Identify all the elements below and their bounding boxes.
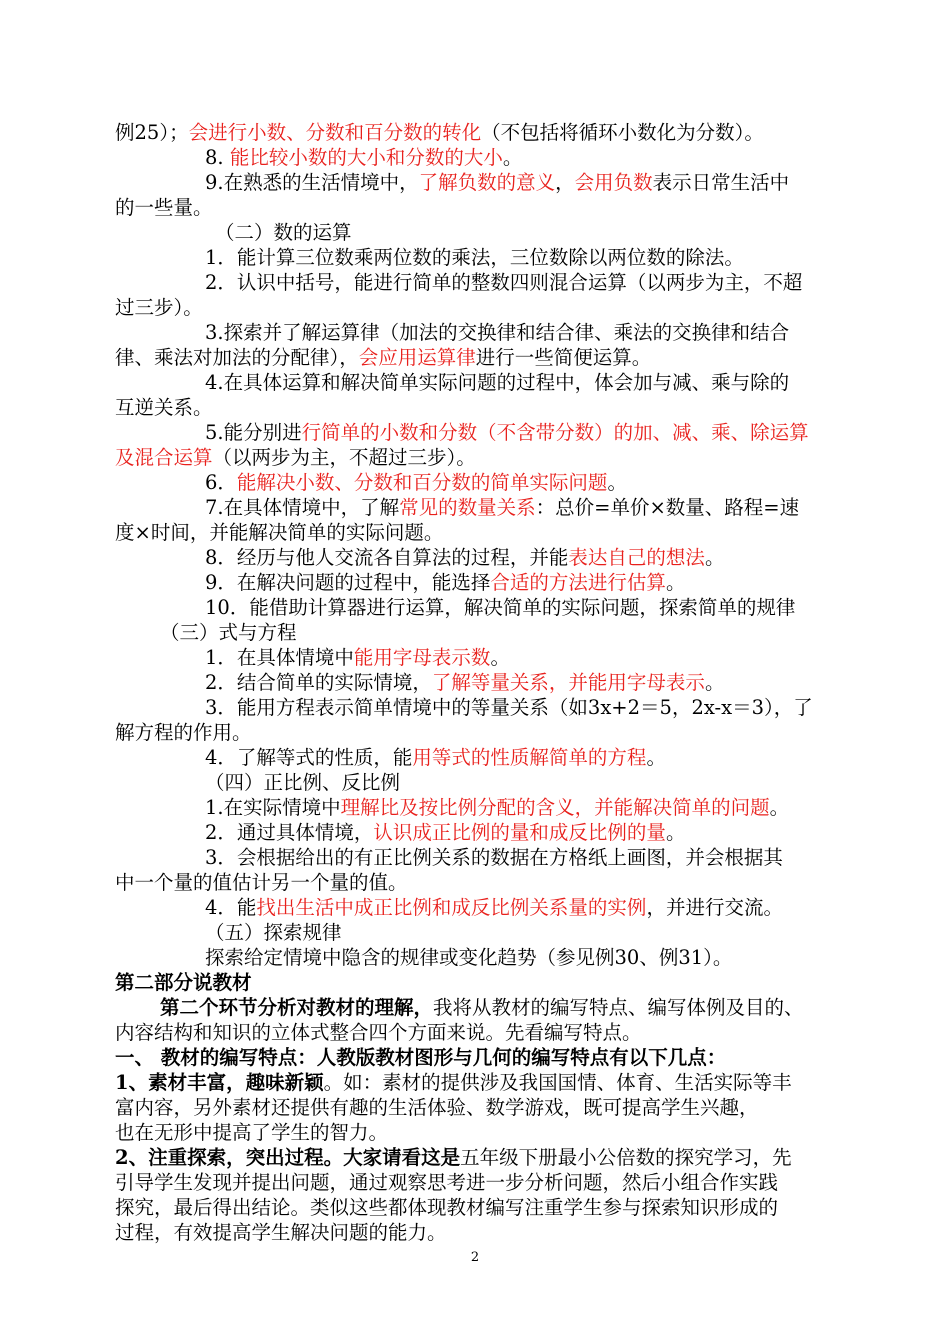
text-line [115, 870, 408, 895]
body-text: 律、乘法对加法的分配律）， [115, 346, 359, 369]
text-line [205, 170, 789, 195]
body-text: 1．能计算三位数乘两位数的乘法，三位数除以两位数的除法。 [205, 246, 744, 269]
text-line [115, 1195, 778, 1220]
text-line [115, 395, 213, 420]
text-line [205, 370, 789, 395]
body-text: 例25）； [115, 121, 189, 144]
body-text: 解方程的作用。 [115, 721, 252, 744]
text-line [115, 1020, 642, 1045]
body-text: （不包括将循环小数化为分数）。 [481, 121, 764, 144]
text-line [205, 820, 685, 845]
bold-text: 第二个环节分析对教材的理解， [160, 996, 434, 1019]
body-text: 内容结构和知识的立体式整合四个方面来说。先看编写特点。 [115, 1021, 642, 1044]
body-text: 度×时间，并能解决简单的实际问题。 [115, 521, 444, 544]
text-line [115, 195, 213, 220]
text-line [205, 745, 666, 770]
body-text: 进行一些简便运算。 [475, 346, 652, 369]
body-text: 7.在具体情境中，了解 [205, 496, 400, 519]
body-text: （二）数的运算 [215, 221, 352, 244]
highlighted-text: 会进行小数、分数和百分数的转化 [188, 121, 482, 144]
body-text: 8．经历与他人交流各自算法的过程，并能 [205, 546, 569, 569]
body-text: 过程，有效提高学生解决问题的能力。 [115, 1221, 447, 1244]
text-line [115, 1095, 759, 1120]
body-text: 2．认识中括号，能进行简单的整数四则混合运算（以两步为主，不超 [205, 271, 803, 294]
text-line [205, 795, 789, 820]
text-line [115, 1120, 388, 1145]
body-text: 。 [646, 746, 666, 769]
text-line [115, 345, 651, 370]
text-line [160, 995, 804, 1020]
body-text: 。 [704, 546, 725, 569]
body-text: （五）探索规律 [205, 921, 342, 944]
text-line [205, 545, 724, 570]
bold-text: 1、素材丰富，趣味新颖 [115, 1071, 324, 1094]
highlighted-text: 认识成正比例的量和成反比例的量 [373, 821, 666, 844]
body-text: 富内容，另外素材还提供有趣的生活体验、数学游戏，既可提高学生兴趣， [115, 1096, 759, 1119]
body-text: 4．能 [205, 896, 257, 919]
body-text: 。 [665, 571, 686, 594]
text-line [215, 220, 352, 245]
text-line [205, 670, 724, 695]
text-line [205, 470, 627, 495]
highlighted-text: 了解负数的意义 [418, 171, 556, 194]
body-text: 3.探索并了解运算律（加法的交换律和结合律、乘法的交换律和结合 [205, 321, 790, 344]
highlighted-text: 会应用运算律 [358, 346, 476, 369]
text-line [205, 645, 510, 670]
bold-text: 第二部分说教材 [115, 971, 252, 994]
text-line [115, 120, 764, 145]
body-text: 探究，最后得出结论。类似这些都体现教材编写注重学生参与探索知识形成的 [115, 1196, 779, 1219]
text-line [205, 920, 342, 945]
text-line [160, 620, 297, 645]
page-number: 2 [470, 1250, 480, 1265]
text-line [115, 1220, 447, 1245]
text-line [205, 845, 783, 870]
body-text: 10．能借助计算器进行运算，解决简单的实际问题，探索简单的规律 [205, 596, 796, 619]
body-text: ，并进行交流。 [646, 896, 783, 919]
body-text: 过三步）。 [115, 296, 203, 319]
body-text: 8. [205, 146, 230, 169]
text-line [205, 245, 744, 270]
body-text: 也在无形中提高了学生的智力。 [115, 1121, 389, 1144]
body-text: （以两步为主，不超过三步）。 [212, 446, 476, 469]
body-text: 。 [665, 821, 686, 844]
highlighted-text: 行简单的小数和分数（不含带分数）的加、减、乘、除运算 [301, 421, 809, 444]
text-line [205, 420, 809, 445]
highlighted-text: 会用负数 [574, 171, 653, 194]
text-line [115, 295, 203, 320]
body-text: （三）式与方程 [160, 621, 297, 644]
body-text: （四）正比例、反比例 [205, 771, 401, 794]
body-text: 2．结合简单的实际情境， [205, 671, 432, 694]
body-text: 4.在具体运算和解决简单实际问题的过程中，体会加与减、乘与除的 [205, 371, 790, 394]
body-text: 引导学生发现并提出问题，通过观察思考进一步分析问题，然后小组合作实践 [115, 1171, 779, 1194]
body-text: 。 [490, 646, 510, 669]
text-line [115, 1045, 726, 1070]
body-text: 1．在具体情境中 [205, 646, 354, 669]
text-line [115, 1070, 792, 1095]
highlighted-text: 能比较小数的大小和分数的大小 [229, 146, 503, 169]
text-line [115, 970, 252, 995]
body-text: 我将从教材的编写特点、编写体例及目的、 [433, 996, 804, 1019]
text-line [115, 720, 252, 745]
highlighted-text: 用等式的性质解简单的方程 [412, 746, 647, 769]
highlighted-text: 能用字母表示数 [353, 646, 491, 669]
text-line [205, 270, 802, 295]
body-text: 。 [769, 796, 790, 819]
body-text: 9.在熟悉的生活情境中， [205, 171, 419, 194]
text-line [205, 695, 813, 720]
text-line [115, 520, 443, 545]
text-line [205, 145, 522, 170]
body-text: 表示日常生活中 [652, 171, 790, 194]
text-line [115, 445, 476, 470]
text-line [205, 895, 783, 920]
body-text: 3．会根据给出的有正比例关系的数据在方格纸上画图，并会根据其 [205, 846, 783, 869]
body-text: 。 [607, 471, 627, 494]
body-text: 。 [502, 146, 523, 169]
text-line [205, 320, 789, 345]
highlighted-text: 常见的数量关系 [399, 496, 536, 519]
body-text: 互逆关系。 [115, 396, 213, 419]
text-line [205, 570, 685, 595]
body-text: 五年级下册最小公倍数的探究学习，先 [460, 1146, 792, 1169]
body-text: 2．通过具体情境， [205, 821, 374, 844]
body-text: 4．了解等式的性质，能 [205, 746, 413, 769]
text-line [115, 1145, 792, 1170]
highlighted-text: 及混合运算 [115, 446, 213, 469]
body-text: 5.能分别进 [205, 421, 302, 444]
bold-text: 一、 教材的编写特点：人教版教材图形与几何的编写特点有以下几点： [115, 1046, 727, 1069]
body-text: 。 [704, 671, 725, 694]
body-text: 探索给定情境中隐含的规律或变化趋势（参见例30、例31）。 [205, 946, 733, 969]
body-text: 的一些量。 [115, 196, 213, 219]
text-line [205, 770, 400, 795]
text-line [205, 945, 732, 970]
body-text: 1.在实际情境中 [205, 796, 341, 819]
highlighted-text: 找出生活中成正比例和成反比例关系量的实例 [256, 896, 647, 919]
body-text: 6． [205, 471, 237, 494]
highlighted-text: 合适的方法进行估算 [490, 571, 666, 594]
highlighted-text: 了解等量关系，并能用字母表示 [431, 671, 705, 694]
text-line [205, 495, 799, 520]
body-text: 中一个量的值估计另一个量的值。 [115, 871, 408, 894]
text-line [205, 595, 795, 620]
body-text: 9．在解决问题的过程中，能选择 [205, 571, 491, 594]
text-line [115, 1170, 778, 1195]
highlighted-text: 表达自己的想法 [568, 546, 705, 569]
body-text: ， [555, 171, 575, 194]
body-text: 。如：素材的提供涉及我国国情、体育、生活实际等丰 [323, 1071, 792, 1094]
highlighted-text: 理解比及按比例分配的含义，并能解决简单的问题 [340, 796, 770, 819]
body-text: 3．能用方程表示简单情境中的等量关系（如3x+2＝5，2x-x＝3），了 [205, 696, 813, 719]
highlighted-text: 能解决小数、分数和百分数的简单实际问题 [236, 471, 608, 494]
bold-text: 2、注重探索，突出过程。大家请看这是 [115, 1146, 461, 1169]
body-text: ：总价=单价×数量、路程=速 [535, 496, 800, 519]
